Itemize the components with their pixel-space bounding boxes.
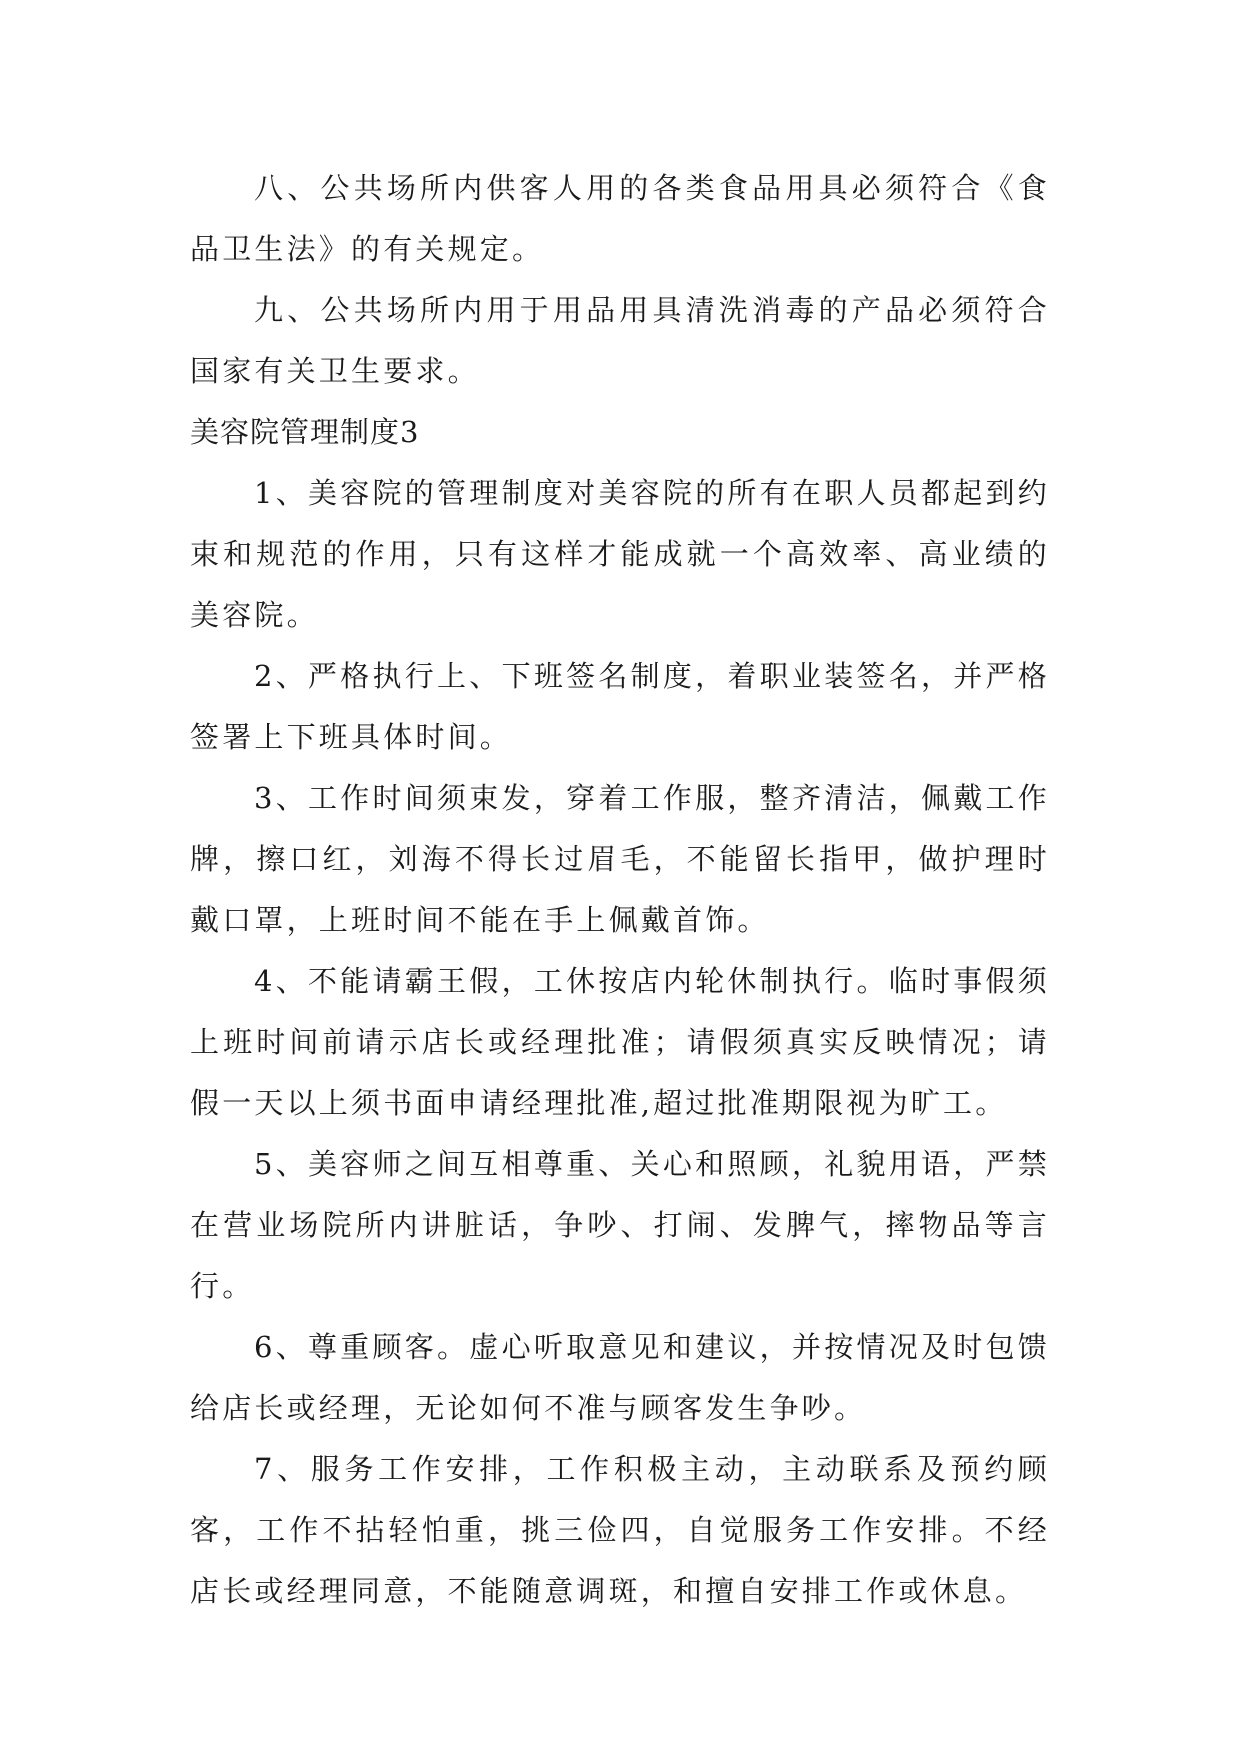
- rule-item-6: 6、尊重顾客。虚心听取意见和建议，并按情况及时包馈给店长或经理，无论如何不准与顾客发生争吵。: [190, 1330, 1050, 1425]
- rule-item-4: 4、不能请霸王假，工休按店内轮休制执行。临时事假须上班时间前请示店长或经理批准；请假须真实反映情况；请假一天以上须书面申请经理批准,超过批准期限视为旷工。: [190, 964, 1050, 1120]
- rule-item-5: 5、美容师之间互相尊重、关心和照顾，礼貌用语，严禁在营业场院所内讲脏话，争吵、打闹、发脾气，摔物品等言行。: [190, 1147, 1050, 1303]
- rule-item-2: 2、严格执行上、下班签名制度，着职业装签名，并严格签署上下班具体时间。: [190, 659, 1050, 754]
- paragraph-item-9: 九、公共场所内用于用品用具清洗消毒的产品必须符合国家有关卫生要求。: [190, 293, 1050, 388]
- rule-item-7: 7、服务工作安排，工作积极主动，主动联系及预约顾客，工作不拈轻怕重，挑三俭四，自觉服务工作安排。不经店长或经理同意，不能随意调斑，和擅自安排工作或休息。: [190, 1452, 1050, 1608]
- document-page: [190, 158, 1050, 1622]
- paragraph-item-8: 八、公共场所内供客人用的各类食品用具必须符合《食品卫生法》的有关规定。: [190, 171, 1050, 266]
- rule-item-3: 3、工作时间须束发，穿着工作服，整齐清洁，佩戴工作牌，擦口红，刘海不得长过眉毛，不能留长指甲，做护理时戴口罩，上班时间不能在手上佩戴首饰。: [190, 781, 1050, 937]
- section-title: 美容院管理制度3: [190, 415, 420, 449]
- rule-item-1: 1、美容院的管理制度对美容院的所有在职人员都起到约束和规范的作用，只有这样才能成就一个高效率、高业绩的美容院。: [190, 476, 1050, 632]
